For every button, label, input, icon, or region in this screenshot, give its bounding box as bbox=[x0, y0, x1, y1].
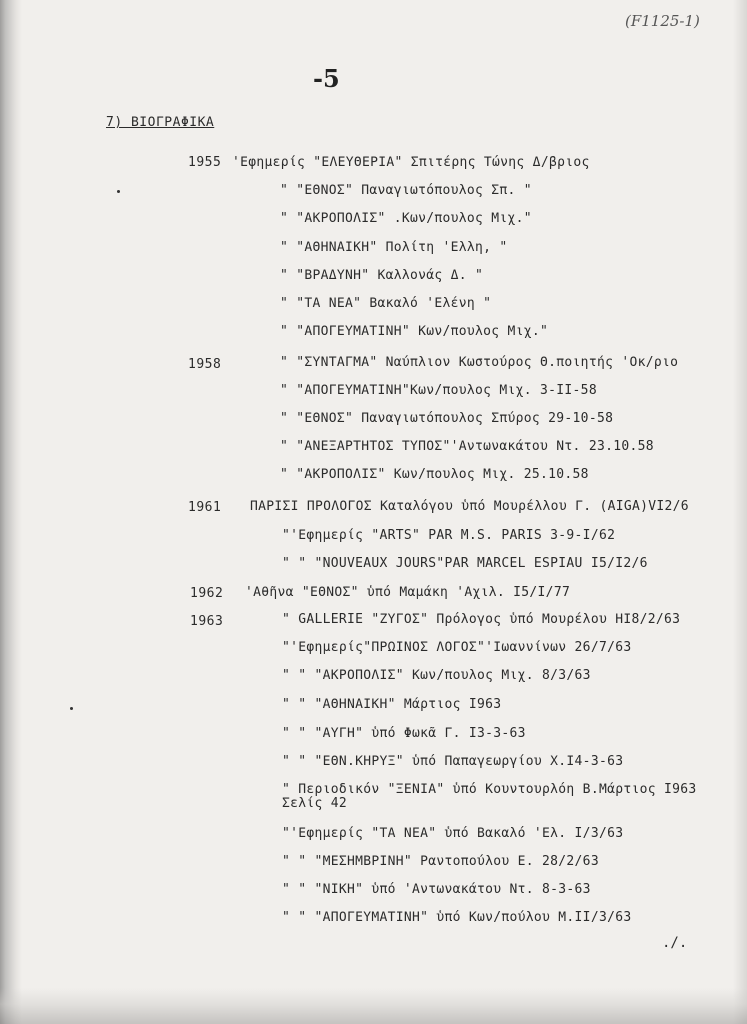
entry-text: " " "ΝΙΚΗ" ὑπό 'Αντωνακάτου Ντ. 8-3-63 bbox=[282, 882, 591, 897]
entry-text: " "ΑΝΕΞΑΡΤΗΤΟΣ ΤΥΠΟΣ"'Αντωνακάτου Ντ. 23.10.58 bbox=[280, 439, 654, 454]
scan-speck bbox=[117, 190, 120, 193]
entry-text: " "ΕΘΝΟΣ" Παναγιωτόπουλος Σπ. " bbox=[280, 183, 532, 198]
entry-text: " "ΒΡΑΔΥΝΗ" Καλλονάς Δ. " bbox=[280, 268, 484, 283]
entry-year: 1958 bbox=[188, 357, 222, 372]
entry-text: " GALLERIE "ΖΥΓΟΣ" Πρόλογος ὑπό Μουρέλου ΗΙ8/2/63 bbox=[282, 612, 681, 627]
scan-left-edge-shadow bbox=[0, 0, 22, 1024]
entry-year: 1963 bbox=[190, 614, 224, 629]
entry-text: " "ΑΠΟΓΕΥΜΑΤΙΝΗ" Κων/πουλος Μιχ." bbox=[280, 324, 549, 339]
entry-text: " "ΣΥΝΤΑΓΜΑ" Ναύπλιον Κωστούρος Θ.ποιητής 'Οκ/ριο bbox=[280, 355, 679, 370]
entry-text: " "ΑΚΡΟΠΟΛΙΣ" Κων/πουλος Μιχ. 25.10.58 bbox=[280, 467, 589, 482]
entry-text: " "ΑΘΗΝΑΙΚΗ" Πολίτη 'Ελλη, " bbox=[280, 240, 508, 255]
entry-text: " Περιοδικόν "ΞΕΝΙΑ" ὑπό Κουντουρλόη Β.Μάρτιος I963 bbox=[282, 782, 697, 797]
entry-text: 'Εφημερίς "ΕΛΕΥΘΕΡΙΑ" Σπιτέρης Τώνης Δ/βριος bbox=[232, 155, 590, 170]
entry-text: " " "ΑΘΗΝΑΙΚΗ" Μάρτιος I963 bbox=[282, 697, 502, 712]
scan-speck bbox=[70, 707, 73, 710]
entry-text: 'Αθῆνα "ΕΘΝΟΣ" ὑπό Μαμάκη 'Αχιλ. I5/I/77 bbox=[245, 585, 571, 600]
entry-text: " " "ΑΠΟΓΕΥΜΑΤΙΝΗ" ὑπό Κων/πούλου Μ.II/3/63 bbox=[282, 910, 632, 925]
entry-text: " "ΑΚΡΟΠΟΛΙΣ" .Κων/πουλος Μιχ." bbox=[280, 211, 532, 226]
archive-reference: (F1125-1) bbox=[625, 12, 700, 30]
entry-text: " "ΑΠΟΓΕΥΜΑΤΙΝΗ"Κων/πουλος Μιχ. 3-II-58 bbox=[280, 383, 597, 398]
entry-year: 1961 bbox=[188, 500, 222, 515]
entry-text: " " "ΑΚΡΟΠΟΛΙΣ" Κων/πουλος Μιχ. 8/3/63 bbox=[282, 668, 591, 683]
entry-text: ΠΑΡΙΣΙ ΠΡΟΛΟΓΟΣ Καταλόγου ὑπό Μουρέλλου Γ. (AIGA)VI2/6 bbox=[250, 499, 689, 514]
entry-text: " " "ΑΥΓΗ" ὑπό Φωκᾶ Γ. I3-3-63 bbox=[282, 726, 526, 741]
page-number: -5 bbox=[313, 64, 340, 93]
entry-year: 1962 bbox=[190, 586, 224, 601]
section-heading: 7) ΒΙΟΓΡΑΦΙΚΑ bbox=[106, 115, 215, 130]
scan-right-edge-shadow bbox=[733, 0, 747, 1024]
entry-text: "'Εφημερίς"ΠΡΩΙΝΟΣ ΛΟΓΟΣ"'Ιωαννίνων 26/7/63 bbox=[282, 640, 632, 655]
entry-text: Σελίς 42 bbox=[282, 796, 348, 811]
entry-text: " " "NOUVEAUX JOURS"PAR MARCEL ESPIAU I5/I2/6 bbox=[282, 556, 648, 571]
entry-text: "'Εφημερίς "ARTS" PAR M.S. PARIS 3-9-I/62 bbox=[282, 528, 616, 543]
entry-text: " "ΕΘΝΟΣ" Παναγιωτόπουλος Σπύρος 29-10-58 bbox=[280, 411, 614, 426]
entry-text: " "ΤΑ ΝΕΑ" Βακαλό 'Ελένη " bbox=[280, 296, 492, 311]
scan-bottom-edge-shadow bbox=[0, 988, 747, 1024]
entry-year: 1955 bbox=[188, 155, 222, 170]
entry-text: " " "ΜΕΣΗΜΒΡΙΝΗ" Ραντοπούλου Ε. 28/2/63 bbox=[282, 854, 599, 869]
entry-text: " " "ΕΘΝ.ΚΗΡΥΞ" ὑπό Παπαγεωργίου Χ.Ι4-3-63 bbox=[282, 754, 624, 769]
entry-text: "'Εφημερίς "ΤΑ ΝΕΑ" ὑπό Βακαλό 'Ελ. I/3/63 bbox=[282, 826, 624, 841]
continuation-mark: ./. bbox=[662, 935, 688, 951]
